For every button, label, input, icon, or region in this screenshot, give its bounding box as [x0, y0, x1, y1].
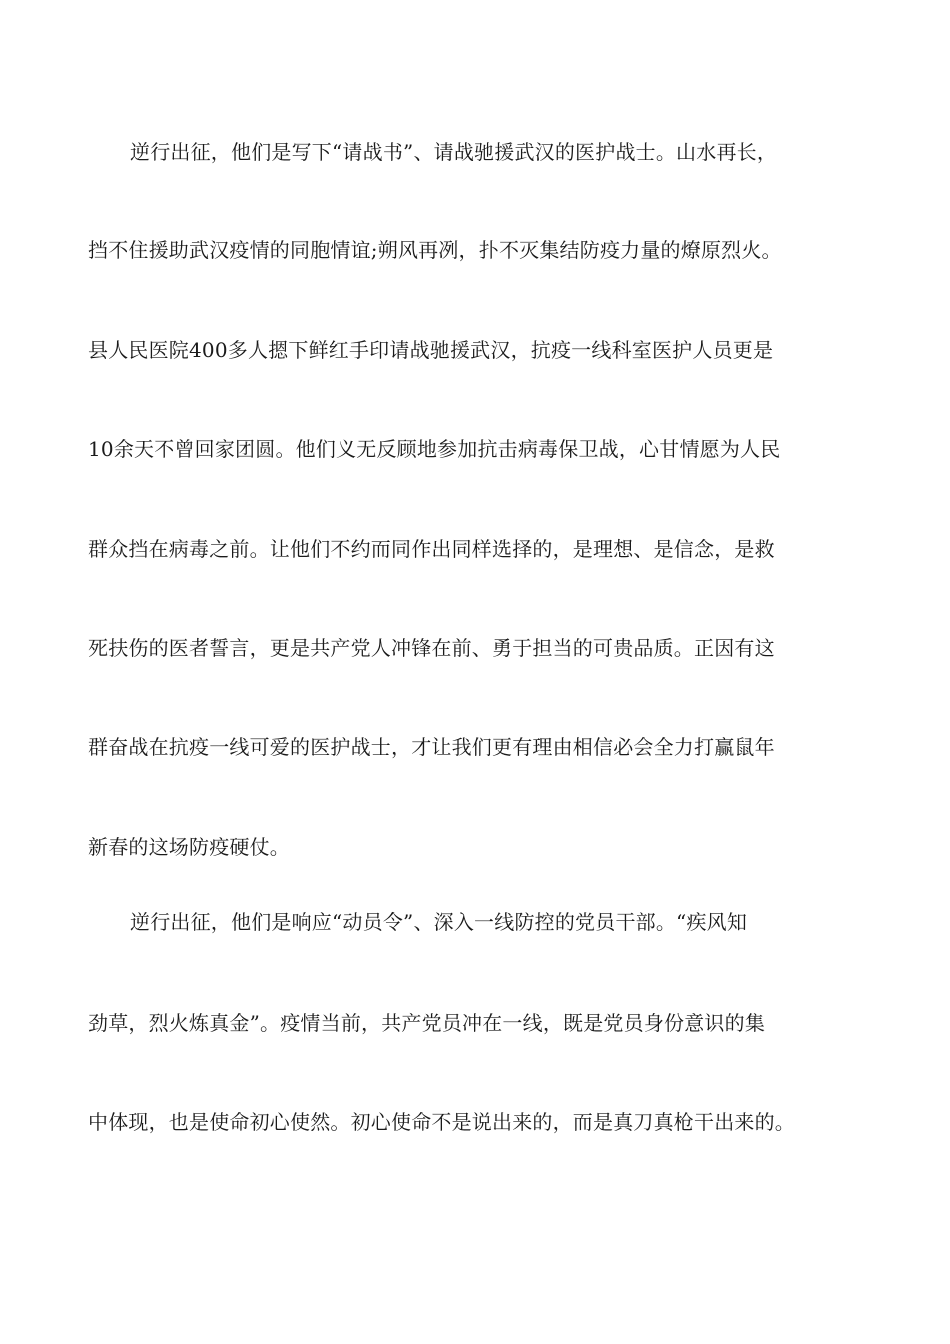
paragraph-2-line-1: 逆行出征，他们是响应“动员令”、深入一线防控的党员干部。“疾风知 [130, 910, 748, 934]
paragraph-1-line-1: 逆行出征，他们是写下“请战书”、请战驰援武汉的医护战士。山水再长， [130, 140, 778, 164]
paragraph-2-line-3: 中体现，也是使命初心使然。初心使命不是说出来的，而是真刀真枪干出来的。 [88, 1110, 795, 1134]
paragraph-1-line-6: 死扶伤的医者誓言，更是共产党人冲锋在前、勇于担当的可贵品质。正因有这 [88, 636, 775, 660]
paragraph-1-line-5: 群众挡在病毒之前。让他们不约而同作出同样选择的，是理想、是信念，是救 [88, 537, 775, 561]
paragraph-1-line-8: 新春的这场防疫硬仗。 [88, 835, 290, 859]
paragraph-1-line-7: 群奋战在抗疫一线可爱的医护战士，才让我们更有理由相信必会全力打赢鼠年 [88, 735, 775, 759]
paragraph-1-line-4: 10余天不曾回家团圆。他们义无反顾地参加抗击病毒保卫战，心甘情愿为人民 [88, 437, 781, 461]
paragraph-1-line-3: 县人民医院400多人摁下鲜红手印请战驰援武汉，抗疫一线科室医护人员更是 [88, 338, 774, 362]
paragraph-2-line-2: 劲草，烈火炼真金”。疫情当前，共产党员冲在一线，既是党员身份意识的集 [88, 1011, 766, 1035]
paragraph-1-line-2: 挡不住援助武汉疫情的同胞情谊;朔风再冽，扑不灭集结防疫力量的燎原烈火。 [88, 238, 782, 262]
